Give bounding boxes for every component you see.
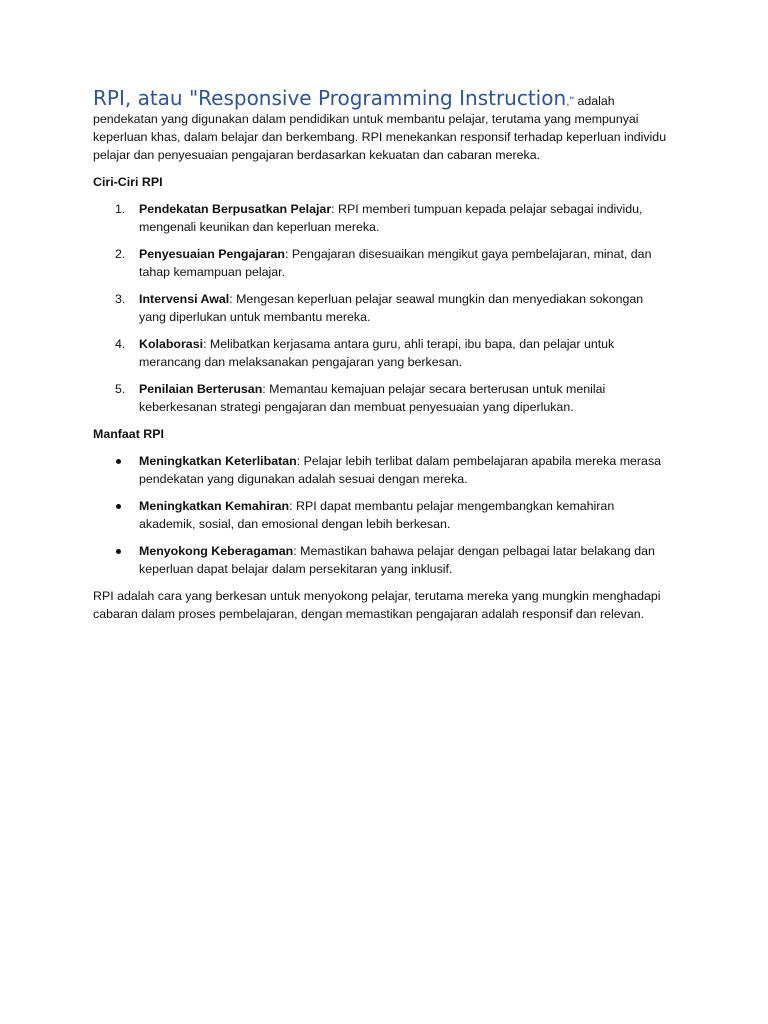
list-number: 2. [115, 247, 126, 261]
item-term: Meningkatkan Kemahiran [139, 499, 290, 513]
list-item [93, 245, 673, 281]
intro-text: adalah pendekatan yang digunakan dalam pendidikan untuk membantu pelajar, terutama yang mempunyai keperluan khas, dalam belajar dan berkembang. RPI menekankan responsif terhadap keperluan individu pelajar dan penyesuaian pengajaran berdasarkan kekuatan dan cabaran mereka. [93, 94, 667, 162]
intro-paragraph [93, 86, 673, 164]
item-text: : Melibatkan kerjasama antara guru, ahli terapi, ibu bapa, dan pelajar untuk merancang dan melaksanakan pengajaran yang berkesan. [139, 337, 615, 369]
list-number: 3. [115, 292, 126, 306]
closing-paragraph: RPI adalah cara yang berkesan untuk menyokong pelajar, terutama mereka yang mungkin menghadapi cabaran dalam proses pembelajaran, dengan memastikan pengajaran adalah responsif dan relevan. [93, 589, 661, 621]
list-item [93, 290, 673, 326]
item-text: : Pengajaran disesuaikan mengikut gaya pembelajaran, minat, dan tahap kemampuan pelajar. [139, 247, 652, 279]
list-item [93, 200, 673, 236]
bullet-icon [116, 504, 121, 509]
list-number: 4. [115, 337, 126, 351]
item-term: Pendekatan Berpusatkan Pelajar [139, 202, 332, 216]
list-item [93, 497, 673, 533]
list-number: 1. [115, 202, 126, 216]
list-item [93, 380, 673, 416]
item-term: Penyesuaian Pengajaran [139, 247, 286, 261]
list-item [93, 452, 673, 488]
item-text: : RPI dapat membantu pelajar mengembangkan kemahiran akademik, sosial, dan emosional dengan lebih berkesan. [139, 499, 615, 531]
item-text: : Mengesan keperluan pelajar seawal mungkin dan menyediakan sokongan yang diperlukan untuk membantu mereka. [139, 292, 644, 324]
features-heading: Ciri-Ciri RPI [93, 175, 163, 189]
item-term: Kolaborasi [139, 337, 204, 351]
list-item [93, 542, 673, 578]
item-text: : RPI memberi tumpuan kepada pelajar sebagai individu, mengenali keunikan dan keperluan mereka. [139, 202, 643, 234]
document-page [93, 86, 673, 623]
benefits-heading: Manfaat RPI [93, 427, 164, 441]
features-list [93, 200, 673, 416]
bullet-icon [116, 459, 121, 464]
item-text: : Pelajar lebih terlibat dalam pembelajaran apabila mereka merasa pendekatan yang digunakan adalah sesuai dengan mereka. [139, 454, 662, 486]
item-term: Menyokong Keberagaman [139, 544, 294, 558]
bullet-icon [116, 549, 121, 554]
item-term: Intervensi Awal [139, 292, 230, 306]
benefits-list [93, 452, 673, 578]
list-number: 5. [115, 382, 126, 396]
document-title: RPI, atau "Responsive Programming Instruction [93, 86, 567, 110]
title-closing-quote: ," [566, 94, 574, 108]
list-item [93, 335, 673, 371]
item-term: Penilaian Berterusan [139, 382, 263, 396]
item-text: : Memastikan bahawa pelajar dengan pelbagai latar belakang dan keperluan dapat belajar dalam persekitaran yang inklusif. [139, 544, 655, 576]
item-text: : Memantau kemajuan pelajar secara berterusan untuk menilai keberkesanan strategi pengajaran dan membuat penyesuaian yang diperlukan. [139, 382, 606, 414]
item-term: Meningkatkan Keterlibatan [139, 454, 297, 468]
